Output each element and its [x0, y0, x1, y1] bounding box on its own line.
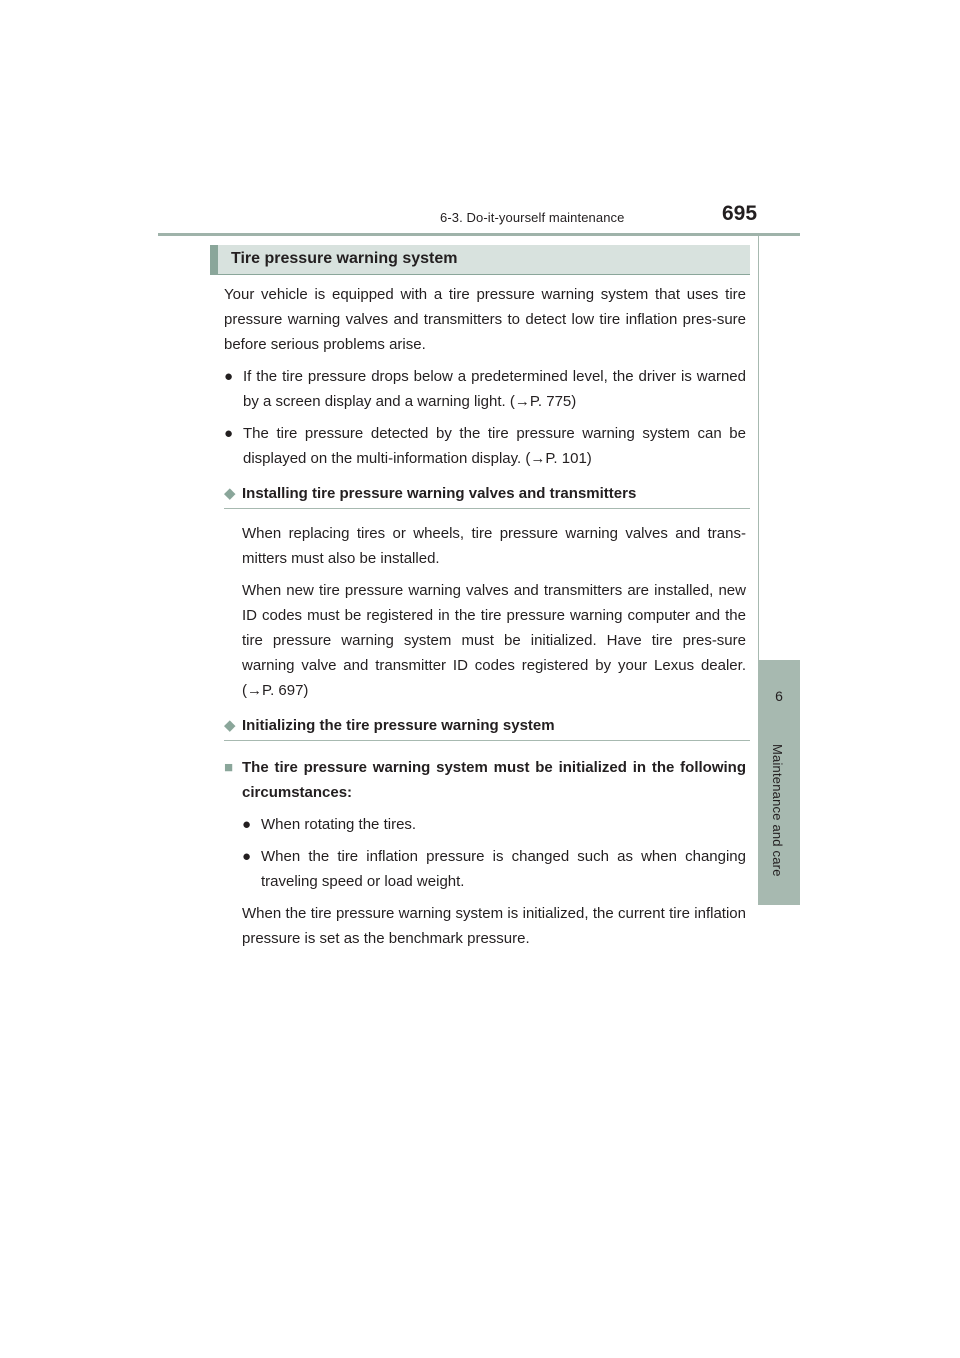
list-item — [224, 364, 746, 414]
square-icon: ■ — [224, 759, 234, 776]
bullet-text: The tire pressure detected by the tire pressure warning system can be displayed on the multi-information display. (→P. 101) — [243, 425, 746, 467]
diamond-icon: ◆ — [224, 485, 236, 502]
bullet-icon: ● — [242, 848, 252, 865]
bullet-text: When the tire inflation pressure is changed such as when changing traveling speed or load weight. — [261, 848, 746, 890]
section-title: 6-3. Do-it-yourself maintenance — [440, 210, 625, 225]
list-item — [224, 844, 746, 894]
subsection-heading-installing — [224, 481, 750, 509]
header-divider — [158, 233, 800, 236]
chapter-number: 6 — [775, 688, 783, 704]
installing-paragraph-2: When new tire pressure warning valves and transmitters are installed, new ID codes must be registered in the tire pressure warning computer and the tire pressure warning system must be initialized. Have tire pres-sure warning valve and transmitter ID codes registered by your Lexus dealer. (→P. 697) — [242, 582, 746, 699]
subsection-heading-text: Installing tire pressure warning valves and transmitters — [242, 485, 637, 502]
bullet-text: When rotating the tires. — [261, 816, 417, 833]
note-heading — [224, 755, 746, 805]
content-body — [224, 282, 746, 958]
bullet-icon: ● — [224, 425, 234, 442]
bullet-text: If the tire pressure drops below a predetermined level, the driver is warned by a screen display and a warning light. (→P. 775) — [243, 368, 746, 410]
page-number: 695 — [722, 202, 758, 225]
section-heading: Tire pressure warning system — [231, 250, 458, 267]
subsection-heading-text: Initializing the tire pressure warning system — [242, 717, 555, 734]
chapter-label: Maintenance and care — [770, 744, 785, 877]
bullet-icon: ● — [242, 816, 252, 833]
subsection-heading-initializing — [224, 713, 750, 741]
note-heading-text: The tire pressure warning system must be initialized in the following circumstances: — [242, 759, 746, 801]
list-item — [224, 812, 746, 837]
intro-paragraph: Your vehicle is equipped with a tire pressure warning system that uses tire pressure warning valves and transmitters to detect low tire inflation pres-sure before serious problems arise. — [224, 286, 746, 353]
initializing-paragraph: When the tire pressure warning system is initialized, the current tire inflation pressure is set as the benchmark pressure. — [242, 905, 746, 947]
diamond-icon: ◆ — [224, 717, 236, 734]
bullet-icon: ● — [224, 368, 234, 385]
installing-paragraph-1: When replacing tires or wheels, tire pressure warning valves and trans-mitters must also be installed. — [242, 525, 746, 567]
side-divider — [758, 236, 800, 660]
list-item — [224, 421, 746, 471]
section-title-bar — [210, 245, 750, 275]
